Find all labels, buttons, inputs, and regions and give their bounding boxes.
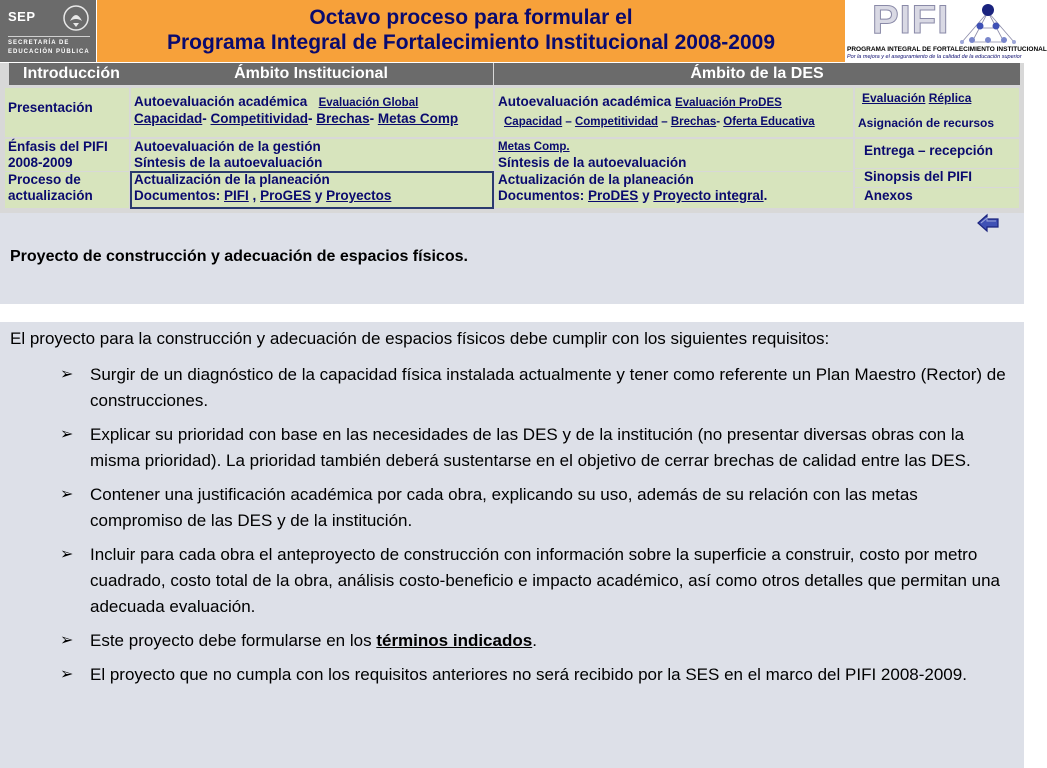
sep-logo-line1: SECRETARÍA DE [8, 40, 70, 46]
nav-link-replica[interactable]: Réplica [928, 91, 972, 105]
conjunction-des: y [642, 188, 650, 203]
requirement-text: El proyecto que no cumpla con los requisitos anteriores no será recibido por la SES en el marco del PIFI 2008-2009. [90, 665, 967, 684]
page-title-line2: Programa Integral de Fortalecimiento Institucional 2008-2009 [166, 31, 776, 54]
nav-link-capacidad-des[interactable]: Capacidad [504, 116, 563, 128]
list-item [60, 422, 1010, 474]
nav-cell-proceso [5, 172, 129, 208]
requirement-text: Contener una justificación académica por cada obra, explicando su uso, además de su relación con las metas compromiso de las DES y de la institución. [90, 485, 918, 530]
list-item [60, 628, 1010, 654]
nav-link-anexos[interactable]: Anexos [864, 188, 913, 203]
nav-link-prodes[interactable]: ProDES [588, 188, 639, 203]
pifi-logo-line1: PROGRAMA INTEGRAL DE FORTALECIMIENTO INSTITUCIONAL [847, 46, 1047, 53]
nav-cell-autoeval-academica-inst: Autoevaluación académica Evaluación Global Capacidad- Competitividad- Brechas- Metas Comp [131, 88, 493, 137]
list-item [60, 662, 1010, 688]
back-arrow-icon[interactable] [976, 212, 1000, 234]
requirement-text: Incluir para cada obra el anteproyecto de construcción con información sobre la superficie a construir, costo por metro cuadrado, costo total de la obra, análisis costo-beneficio e impacto académico, así como otros detalles que permitan una adecuada evaluación. [90, 545, 1001, 616]
pifi-logo-line2: Por la mejora y el aseguramiento de la calidad de la educación superior [847, 54, 1022, 60]
page-title-line1: Octavo proceso para formular el [309, 6, 633, 29]
nav-link-pifi[interactable]: PIFI [224, 188, 249, 203]
nav-link-evaluacion-prodes[interactable]: Evaluación ProDES [675, 97, 782, 109]
nav-link-actualizacion-des[interactable]: Actualización de la planeación [498, 172, 694, 187]
arrow-bullet-icon: ➢ [60, 426, 74, 443]
arrow-bullet-icon: ➢ [60, 546, 74, 563]
nav-link-brechas-inst[interactable]: Brechas [316, 111, 370, 126]
mexican-eagle-emblem-icon [62, 3, 90, 33]
nav-cell-presentacion [5, 88, 129, 137]
title-banner [97, 0, 845, 62]
nav-link-competitividad-inst[interactable]: Competitividad [210, 111, 309, 126]
nav-link-enfasis-line1[interactable]: Énfasis del PIFI [8, 139, 108, 154]
section-divider [0, 304, 1024, 322]
nav-link-proceso-line2[interactable]: actualización [8, 188, 93, 203]
nav-link-entrega-recepcion[interactable]: Entrega – recepción [864, 143, 994, 158]
pifi-logo-word: PIFI [872, 0, 950, 42]
arrow-bullet-icon: ➢ [60, 366, 74, 383]
nav-cell-enfasis [5, 139, 129, 171]
nav-link-proyecto-integral[interactable]: Proyecto integral [653, 188, 764, 203]
nav-link-enfasis-line2[interactable]: 2008-2009 [8, 155, 73, 170]
nav-link-autoeval-gestion[interactable]: Autoevaluación de la gestión [134, 139, 321, 154]
nav-link-metas-comp-inst[interactable]: Metas Comp [377, 111, 459, 126]
list-item [60, 482, 1010, 534]
nav-header-introduccion[interactable]: Introducción [9, 63, 129, 85]
requirements-intro: El proyecto para la construcción y adecuación de espacios físicos debe cumplir con los siguientes requisitos: [10, 329, 830, 348]
nav-link-autoeval-academica-des[interactable]: Autoevaluación académica [498, 94, 672, 109]
navigation-table [0, 63, 1024, 213]
sep-logo [0, 0, 96, 62]
nav-link-proges[interactable]: ProGES [260, 188, 312, 203]
arrow-bullet-icon: ➢ [60, 666, 74, 683]
nav-header-ambito-institucional[interactable]: Ámbito Institucional [129, 63, 493, 85]
requirement-text: Surgir de un diagnóstico de la capacidad física instalada actualmente y tener como referente un Plan Maestro (Rector) de construcciones. [90, 365, 1006, 410]
section-title: Proyecto de construcción y adecuación de espacios físicos. [10, 248, 468, 265]
nav-cell-autoeval-academica-des: Autoevaluación académica Evaluación ProDES Capacidad – Competitividad – Brechas- Oferta Educativa [495, 88, 853, 137]
nav-cell-anexos [855, 188, 1019, 208]
list-item [60, 362, 1010, 414]
nav-link-metas-comp-des[interactable]: Metas Comp. [498, 141, 570, 153]
nav-link-oferta-educativa[interactable]: Oferta Educativa [723, 116, 815, 128]
sep-logo-line2: EDUCACIÓN PÚBLICA [8, 49, 90, 55]
nav-link-competitividad-des[interactable]: Competitividad [574, 116, 659, 128]
nav-link-proceso-line1[interactable]: Proceso de [8, 172, 81, 187]
arrow-bullet-icon: ➢ [60, 486, 74, 503]
nav-cell-evaluacion-replica [855, 88, 1019, 137]
pifi-network-icon [958, 2, 1018, 46]
nav-link-evaluacion-global[interactable]: Evaluación Global [318, 97, 419, 109]
pifi-logo [846, 0, 1047, 62]
arrow-bullet-icon: ➢ [60, 632, 74, 649]
nav-link-sinopsis[interactable]: Sinopsis del PIFI [864, 169, 973, 184]
nav-link-actualizacion-inst[interactable]: Actualización de la planeación [134, 172, 330, 187]
requirement-text-pre: Este proyecto debe formularse en los [90, 631, 377, 650]
requirement-text-post: . [532, 631, 537, 650]
conjunction-inst: y [314, 188, 323, 203]
nav-link-capacidad-inst[interactable]: Capacidad [134, 111, 203, 126]
nav-cell-metas-des [495, 139, 853, 171]
nav-link-asignacion-recursos[interactable]: Asignación de recursos [858, 116, 995, 130]
nav-link-brechas-des[interactable]: Brechas [670, 116, 717, 128]
nav-cell-sinopsis [855, 169, 1019, 187]
requirement-text: Explicar su prioridad con base en las necesidades de las DES y de la institución (no presentar diversas obras con la misma prioridad). La prioridad también deberá sustentarse en el objetivo de cerrar brechas de calidad entre las DES. [90, 425, 971, 470]
nav-cell-actualizacion-inst: Actualización de la planeación Documentos: PIFI , ProGES y Proyectos [131, 172, 493, 208]
nav-link-evaluacion[interactable]: Evaluación [862, 91, 926, 105]
sep-logo-divider [8, 36, 90, 37]
nav-link-sintesis-inst[interactable]: Síntesis de la autoevaluación [134, 155, 323, 170]
nav-link-autoeval-academica-inst[interactable]: Autoevaluación académica [134, 94, 308, 109]
list-item [60, 542, 1010, 620]
sep-logo-text: SEP [8, 9, 36, 24]
nav-cell-actualizacion-des: Actualización de la planeación Documentos: ProDES y Proyecto integral. [495, 172, 853, 208]
documentos-label-des: Documentos: [498, 188, 585, 203]
nav-cell-autoeval-gestion [131, 139, 493, 171]
terminos-indicados-link[interactable]: términos indicados [376, 631, 533, 650]
nav-link-presentacion[interactable]: Presentación [8, 100, 93, 115]
documentos-label-inst: Documentos: [134, 188, 221, 203]
nav-link-proyectos[interactable]: Proyectos [326, 188, 392, 203]
nav-cell-entrega [855, 139, 1019, 168]
requirements-list [60, 362, 1010, 696]
nav-header-ambito-des[interactable]: Ámbito de la DES [494, 63, 1020, 85]
nav-link-sintesis-des[interactable]: Síntesis de la autoevaluación [498, 155, 687, 170]
